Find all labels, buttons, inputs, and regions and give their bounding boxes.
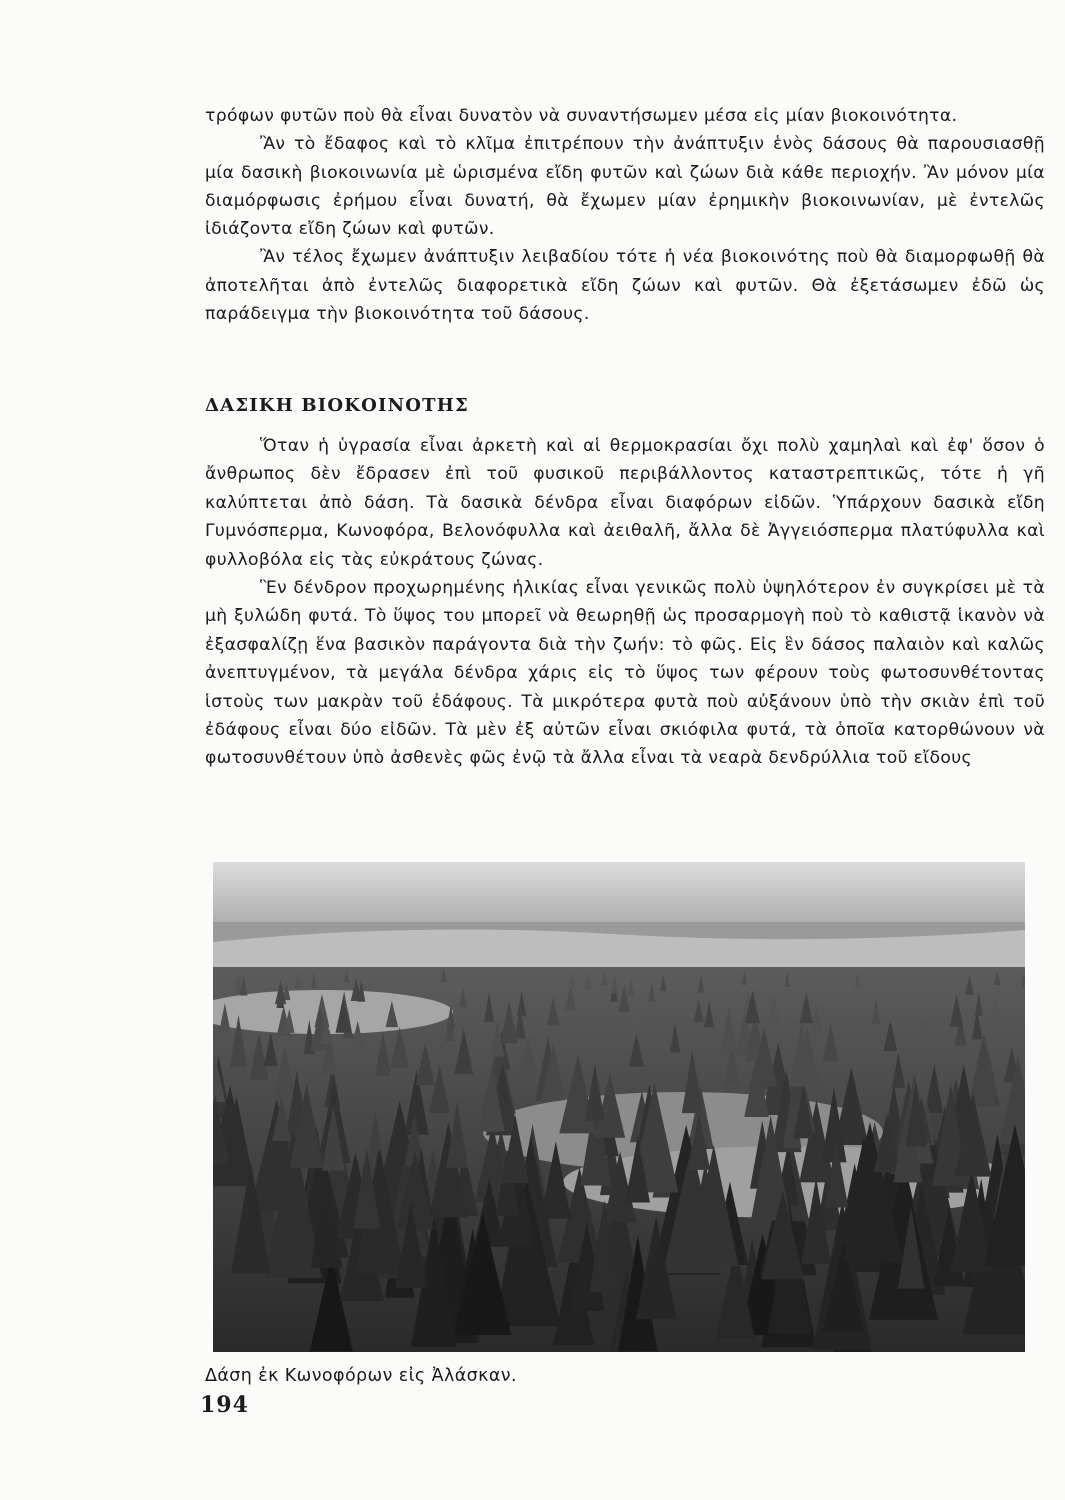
paragraph-meadow: Ἂν τέλος ἔχωμεν ἀνάπτυξιν λειβαδίου τότε ἡ νέα βιοκοινότης ποὺ θὰ διαμορφωθῇ θὰ ἀποτελῆται ἀπὸ ἐντελῶς διαφορετικὰ εἴδη ζώων καὶ φυτῶν. Θὰ ἐξετάσωμεν ἐδῶ ὡς παράδειγμα τὴν βιοκοινότητα τοῦ δάσους.: [205, 247, 1045, 325]
figure-caption: Δάση ἐκ Κωνοφόρων εἰς Ἀλάσκαν.: [205, 1366, 517, 1386]
intro-paragraph: τρόφων φυτῶν ποὺ θὰ εἶναι δυνατὸν νὰ συναντήσωμεν μέσα εἰς μίαν βιοκοινότητα.: [205, 106, 958, 126]
paragraph-tree-height: Ἓν δένδρον προχωρημένης ἡλικίας εἶναι γενικῶς πολὺ ὑψηλότερον ἐν συγκρίσει μὲ τὰ μὴ ξυλώδη φυτά. Τὸ ὕψος του μπορεῖ νὰ θεωρηθῇ ὡς προσαρμογὴ ποὺ τὸ καθιστᾷ ἱκανὸν νὰ ἐξασφαλίζῃ ἕνα βασικὸν παράγοντα διὰ τὴν ζωήν: τὸ φῶς. Εἰς ἓν δάσος παλαιὸν καὶ καλῶς ἀνεπτυγμένον, τὰ μεγάλα δένδρα χάρις εἰς τὸ ὕψος των φέρουν τοὺς φωτοσυνθέτοντας ἱστοὺς των μακρὰν τοῦ ἐδάφους. Τὰ μικρότερα φυτὰ ποὺ αὐξάνουν ὑπὸ τὴν σκιὰν ἐπὶ τοῦ ἐδάφους εἶναι δύο εἰδῶν. Τὰ μὲν ἐξ αὐτῶν εἶναι σκιόφιλα φυτά, τὰ ὁποῖα κατορθώνουν νὰ φωτοσυνθέτουν ὑπὸ ἀσθενὲς φῶς ἐνῷ τὰ ἄλλα εἶναι τὰ νεαρὰ δενδρύλλια τοῦ εἴδους: [205, 578, 1045, 769]
forest-photo-image: [213, 862, 1025, 1352]
forest-photo: [213, 862, 1025, 1352]
paragraph-forest-conditions: Ὅταν ἡ ὑγρασία εἶναι ἀρκετὴ καὶ αἱ θερμοκρασίαι ὄχι πολὺ χαμηλαὶ καὶ ἐφ' ὅσον ὁ ἄνθρωπος δὲν ἔδρασεν ἐπὶ τοῦ φυσικοῦ περιβάλλοντος καταστρεπτικῶς, τότε ἡ γῆ καλύπτεται ἀπὸ δάση. Τὰ δασικὰ δένδρα εἶναι διαφόρων εἰδῶν. Ὑπάρχουν δασικὰ εἴδη Γυμνόσπερμα, Κωνοφόρα, Βελονόφυλλα καὶ ἀειθαλῆ, ἄλλα δὲ Ἀγγειόσπερμα πλατύφυλλα καὶ φυλλοβόλα εἰς τὰς εὐκράτους ζώνας.: [205, 436, 1045, 570]
section-heading: ΔΑΣΙΚΗ ΒΙΟΚΟΙΝΟΤΗΣ: [205, 395, 469, 416]
page-number: 194: [200, 1392, 249, 1418]
intro-text: [205, 102, 1045, 328]
section-text: [205, 432, 1045, 773]
paragraph-forest-desert: Ἂν τὸ ἔδαφος καὶ τὸ κλῖμα ἐπιτρέπουν τὴν ἀνάπτυξιν ἑνὸς δάσους θὰ παρουσιασθῇ μία δασικὴ βιοκοινωνία μὲ ὡρισμένα εἴδη φυτῶν καὶ ζώων διὰ κάθε περιοχήν. Ἂν μόνον μία διαμόρφωσις ἐρήμου εἶναι δυνατή, θὰ ἔχωμεν μίαν ἐρημικὴν βιοκοινωνίαν, μὲ ἐντελῶς ἰδιάζοντα εἴδη ζώων καὶ φυτῶν.: [205, 134, 1045, 240]
